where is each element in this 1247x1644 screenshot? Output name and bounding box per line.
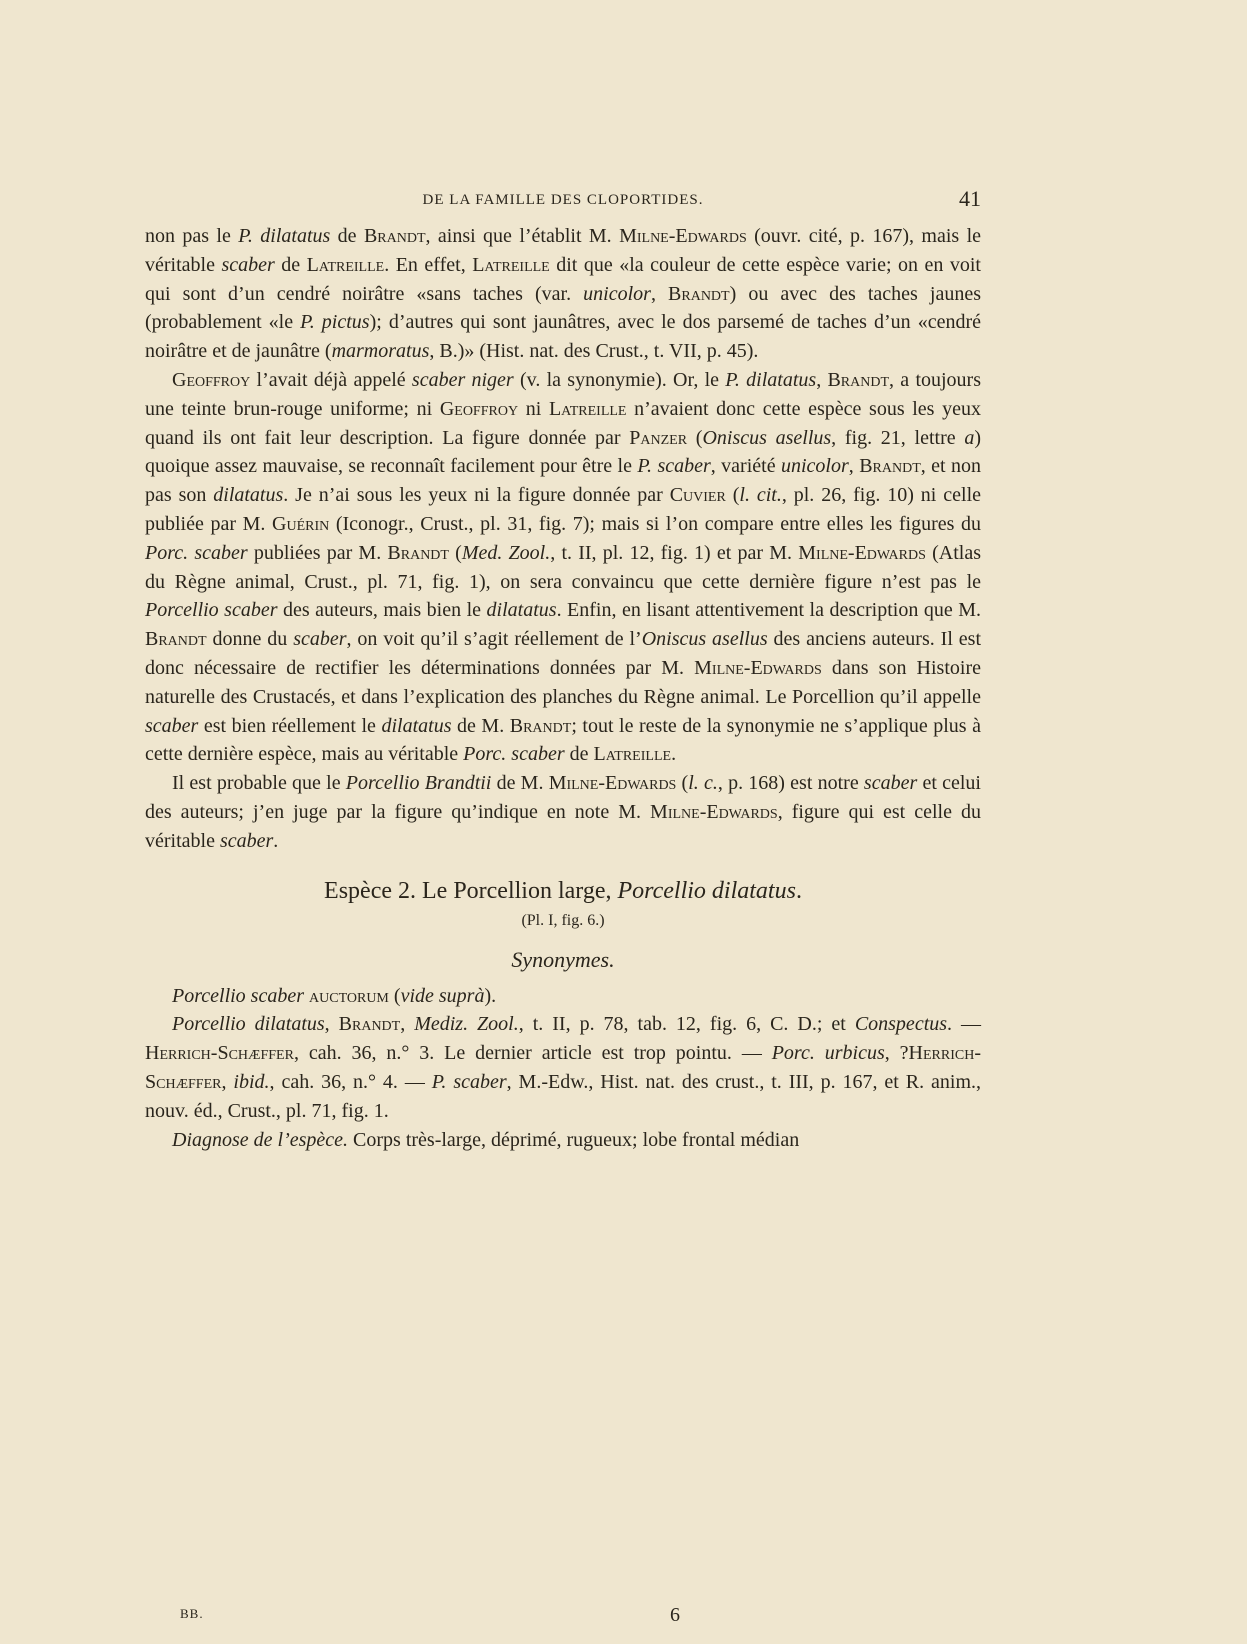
species-name: P. dilatatus — [238, 225, 331, 247]
author-name: Geoffroy — [439, 397, 519, 420]
author-name: Brandt — [363, 225, 426, 247]
cross-reference: vide suprà — [400, 984, 485, 1007]
paragraph-brandtii: Il est probable que le Porcellio Brandtii de M. Milne-Edwards (l. c., p. 168) est notre scaber et celui des auteurs; j’en juge par la figure qu’indique en note M. Milne-Edwards, figure qui est celle du véritable scaber. — [145, 772, 981, 852]
species-name: Porcellio scaber — [172, 984, 305, 1007]
author-name: Latreille — [472, 253, 550, 276]
author-name: Cuvier — [669, 484, 726, 507]
synonym-entry: Porcellio dilatatus, Brandt, Mediz. Zool., t. II, p. 78, tab. 12, fig. 6, C. D.; et Conspectus. — Herrich-Schæffer, cah. 36, n.° 3. Le dernier article est trop pointu. — Porc. urbicus, ?Herrich-Schæffer, ibid., cah. 36, n.° 4. — P. scaber, M.-Edw., Hist. nat. des crust., t. III, p. 167, et R. anim., nouv. éd., Crust., pl. 71, fig. 1. — [145, 1013, 982, 1122]
species-heading: Espèce 2. Le Porcellion large, Porcellio dilatatus. — [324, 877, 802, 904]
author-name: Brandt — [338, 1013, 401, 1036]
author-name: Brandt — [145, 628, 207, 651]
author-name: Guérin — [272, 512, 330, 535]
species-name: dilatatus — [486, 599, 557, 622]
work-title: Conspectus — [854, 1013, 948, 1036]
species-name: Porc. scaber — [463, 743, 565, 766]
species-name: scaber — [863, 772, 918, 795]
species-name: dilatatus — [213, 484, 284, 507]
author-name: Latreille — [306, 253, 385, 276]
page-number: 41 — [959, 186, 981, 211]
species-name: scaber — [145, 714, 199, 737]
variety-name: unicolor — [781, 455, 849, 478]
species-name: Porcellio Brandtii — [345, 772, 492, 795]
author-name: Milne-Edwards — [548, 772, 677, 795]
synonyms-heading: Synonymes. — [511, 946, 615, 972]
species-name: scaber — [293, 628, 347, 651]
work-title: Mediz. Zool. — [414, 1013, 519, 1036]
author-name: Panzer — [629, 426, 688, 449]
running-head — [145, 186, 981, 216]
species-name: scaber niger — [411, 368, 514, 391]
paragraph-continuation: non pas le P. dilatatus de Brandt, ainsi que l’établit M. Milne-Edwards (ouvr. cité, p. 167), mais le véritable scaber de Latreille. En effet, Latreille dit que «la couleur de cette espèce varie; on en voit qui sont d’un cendré noirâtre «sans taches (var. unicolor, Brandt) ou avec des taches jaunes (probablement «le P. pictus); d’autres qui sont jaunâtres, avec le dos parsemé de taches d’un «cendré noirâtre et de jaunâtre (marmoratus, B.)» (Hist. nat. des Crust., t. VII, p. 45). — [145, 225, 981, 363]
author-name: Brandt — [387, 541, 449, 564]
author-name: Milne-Edwards — [694, 656, 822, 679]
species-name: dilatatus — [381, 714, 452, 737]
author-name: Brandt — [668, 282, 730, 305]
species-name: P. scaber — [637, 455, 711, 478]
species-name: Oniscus asellus — [702, 426, 832, 449]
diagnosis: Diagnose de l’espèce. Corps très-large, déprimé, rugueux; lobe frontal médian — [172, 1128, 800, 1151]
paragraph-geoffroy: Geoffroy l’avait déjà appelé scaber niger (v. la synonymie). Or, le P. dilatatus, Brandt, a toujours une teinte brun-rouge uniforme; ni Geoffroy ni Latreille n’avaient donc cette espèce sous les yeux quand ils ont fait leur description. La figure donnée par Panzer (Oniscus asellus, fig. 21, lettre a) quoique assez mauvaise, se reconnaît facilement pour être le P. scaber, variété unicolor, Brandt, et non pas son dilatatus. Je n’ai sous les yeux ni la figure donnée par Cuvier (l. cit., pl. 26, fig. 10) ni celle publiée par M. Guérin (Iconogr., Crust., pl. 31, fig. 7); mais si l’on compare entre elles les figures du Porc. scaber publiées par M. Brandt (Med. Zool., t. II, pl. 12, fig. 1) et par M. Milne-Edwards (Atlas du Règne animal, Crust., pl. 71, fig. 1), on sera convaincu que cette dernière figure n’est pas le Porcellio scaber des auteurs, mais bien le dilatatus. Enfin, en lisant attentivement la description que M. Brandt donne du scaber, on voit qu’il s’agit réellement de l’Oniscus asellus des anciens auteurs. Il est donc nécessaire de rectifier les déterminations données par M. Milne-Edwards dans son Histoire naturelle des Crustacés, et dans l’explication des planches du Règne animal. Le Porcellion qu’il appelle scaber est bien réellement le dilatatus de M. Brandt; tout le reste de la synonymie ne s’applique plus à cette dernière espèce, mais au véritable Porc. scaber de Latreille. — [145, 368, 982, 766]
species-name: Porcellio scaber — [145, 599, 278, 622]
signature-mark: BB. — [180, 1606, 204, 1621]
author-name: Milne-Edwards — [798, 541, 926, 564]
author-name: auctorum — [309, 984, 389, 1007]
author-name: Herrich-Schæffer — [145, 1042, 294, 1065]
citation-abbrev: l. cit. — [739, 484, 782, 507]
signature-number: 6 — [670, 1604, 680, 1626]
author-name: Brandt — [827, 368, 890, 391]
cross-reference: ibid. — [233, 1070, 270, 1093]
species-name: Oniscus asellus — [641, 628, 768, 651]
author-name: Latreille — [548, 397, 627, 420]
author-name: Milne-Edwards — [650, 800, 778, 823]
author-name: Geoffroy — [172, 368, 251, 391]
species-name: Porcellio dilatatus — [617, 877, 796, 904]
text-body — [145, 222, 981, 1154]
citation-abbrev: l. c. — [688, 772, 718, 795]
synonym-entry: Porcellio scaber auctorum (vide suprà). — [172, 984, 497, 1007]
author-name: Brandt — [509, 714, 572, 737]
species-name: P. scaber — [431, 1070, 507, 1093]
variety-name: unicolor — [583, 282, 651, 305]
running-title: DE LA FAMILLE DES CLOPORTIDES. — [422, 192, 704, 208]
author-name: Milne-Edwards — [619, 225, 747, 247]
plate-reference: (Pl. I, fig. 6.) — [521, 911, 605, 929]
author-name: Brandt — [859, 455, 921, 478]
species-name: scaber — [219, 829, 274, 852]
species-name: Porcellio dilatatus — [172, 1013, 325, 1036]
figure-letter: a — [964, 426, 975, 449]
diagnosis-label: Diagnose de l’espèce. — [172, 1128, 349, 1151]
species-name: P. dilatatus — [725, 368, 817, 391]
author-name: Latreille — [593, 743, 672, 766]
work-title: Med. Zool. — [461, 541, 551, 564]
signature-line — [180, 1604, 970, 1630]
variety-name: marmoratus — [331, 340, 430, 363]
author-name: Herrich-Schæffer — [145, 1042, 981, 1093]
species-name: scaber — [221, 253, 275, 276]
species-name: Porc. scaber — [145, 541, 248, 564]
species-name: Porc. urbicus — [771, 1042, 885, 1065]
species-name: P. pictus — [300, 311, 370, 334]
